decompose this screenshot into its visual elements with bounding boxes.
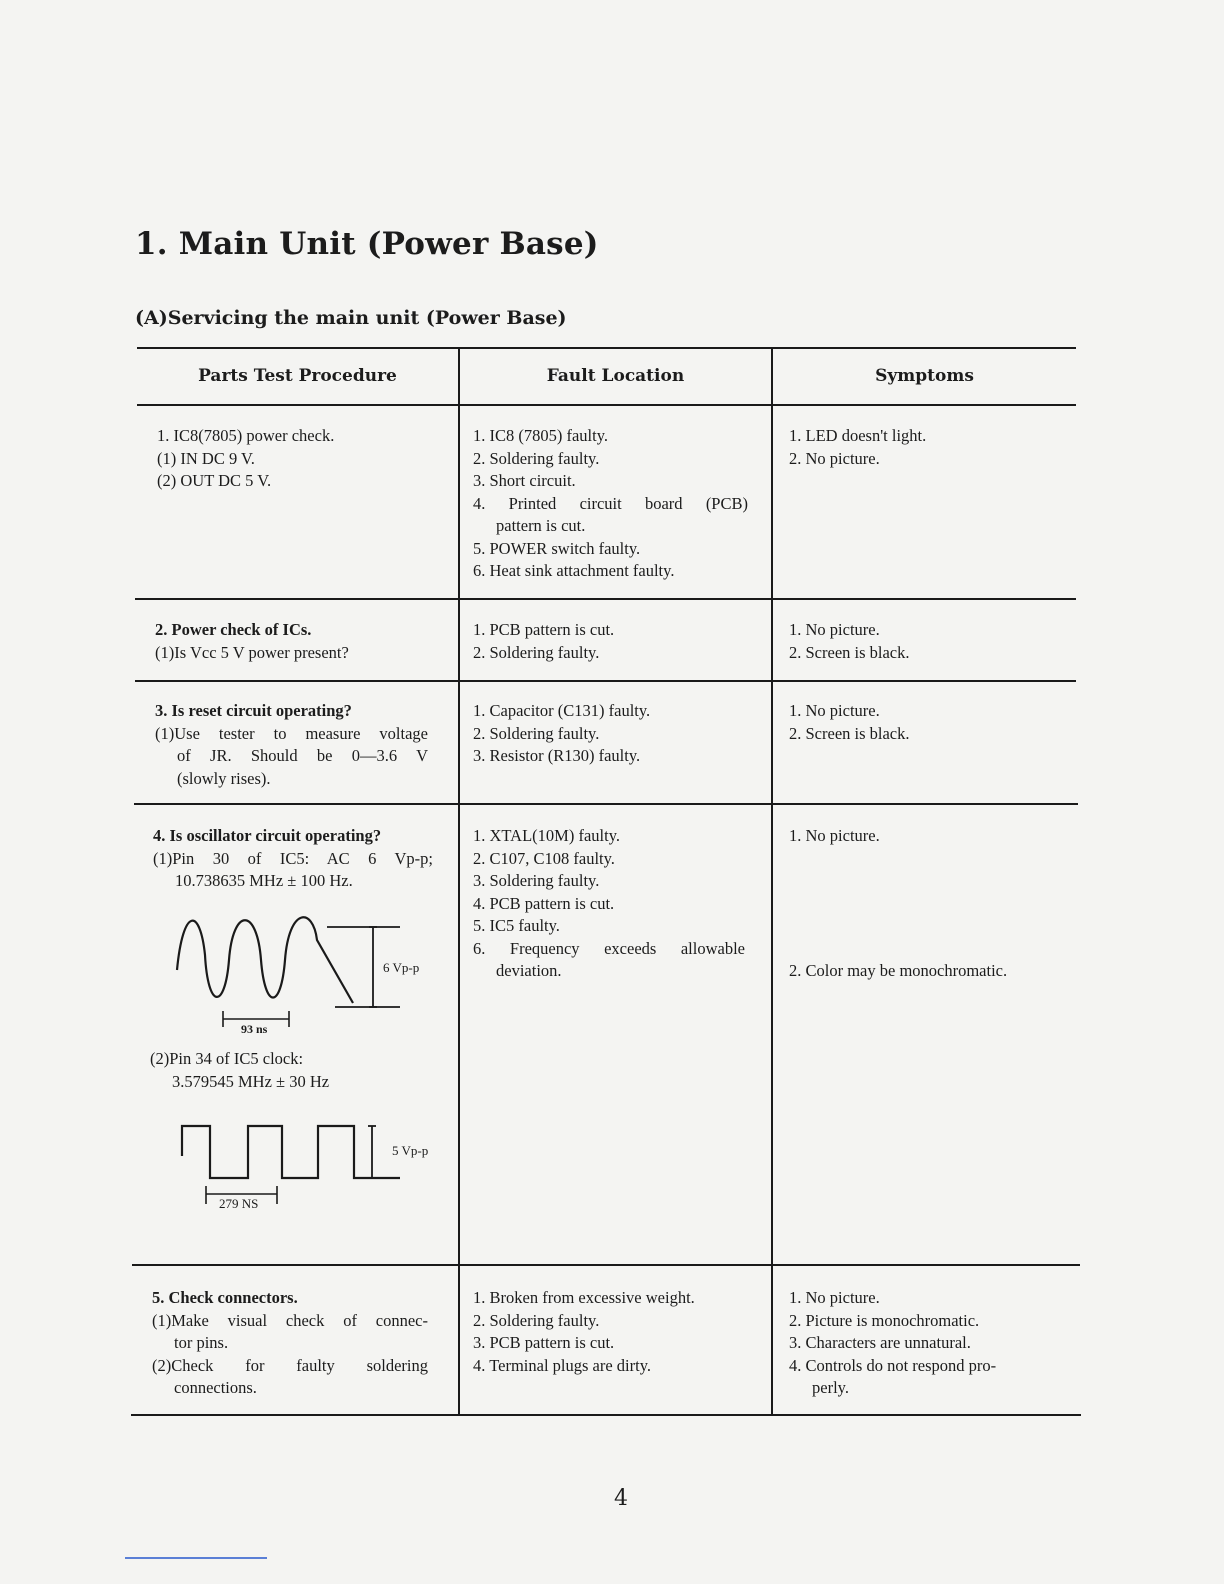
table-row-3-procedure: 3. Is reset circuit operating? (1)Use tester to measure voltage of JR. Should be 0—3.6 V (slowly rises). xyxy=(155,701,428,788)
table-row-3-fault: 1. Capacitor (C131) faulty. 2. Soldering faulty. 3. Resistor (R130) faulty. xyxy=(473,701,651,765)
header-symptoms: Symptoms xyxy=(875,366,974,386)
waveform2-amplitude-label: 5 Vp-p xyxy=(392,1143,429,1158)
header-rule xyxy=(137,404,1076,406)
header-procedure: Parts Test Procedure xyxy=(198,366,397,386)
scan-edge-mark xyxy=(125,1557,267,1559)
table-row-2-fault: 1. PCB pattern is cut. 2. Soldering faulty. xyxy=(473,620,615,662)
table-row-2-symptoms: 1. No picture. 2. Screen is black. xyxy=(789,620,910,662)
table-row-4-symptoms: 1. No picture. xyxy=(789,826,880,845)
table-bottom-rule xyxy=(131,1414,1081,1416)
table-row-4-symptoms-extra: 2. Color may be monochromatic. xyxy=(789,961,1008,980)
table-row-5-fault: 1. Broken from excessive weight. 2. Soldering faulty. 3. PCB pattern is cut. 4. Terminal plugs are dirty. xyxy=(473,1288,695,1375)
row-rule xyxy=(135,680,1076,682)
row-rule xyxy=(134,803,1078,805)
table-row-5-symptoms: 1. No picture. 2. Picture is monochromatic. 3. Characters are unnatural. 4. Controls do not respond pro- perly. xyxy=(789,1288,997,1397)
table-row-5-procedure: 5. Check connectors. (1)Make visual check of connec- tor pins. (2)Check for faulty soldering connections. xyxy=(152,1288,428,1397)
page-title: 1. Main Unit (Power Base) xyxy=(135,226,599,262)
header-fault: Fault Location xyxy=(546,366,685,386)
waveform1-amplitude-label: 6 Vp-p xyxy=(383,960,420,975)
table-row-4-procedure: 4. Is oscillator circuit operating? (1)Pin 30 of IC5: AC 6 Vp-p; 10.738635 MHz ± 100 Hz. xyxy=(153,826,433,890)
table-row-1-fault: 1. IC8 (7805) faulty. 2. Soldering faulty. 3. Short circuit. 4. Printed circuit board (PCB) pattern is cut. 5. POWER switch faulty. 6. Heat sink attachment faulty. xyxy=(473,426,748,580)
oscillator-waveform-diagram xyxy=(165,915,455,1040)
column-divider xyxy=(771,347,773,1415)
table-row-3-symptoms: 1. No picture. 2. Screen is black. xyxy=(789,701,910,743)
table-row-2-procedure: 2. Power check of ICs. (1)Is Vcc 5 V power present? xyxy=(155,620,349,662)
row-rule xyxy=(132,1264,1080,1266)
row-rule xyxy=(135,598,1076,600)
waveform1-period-label: 93 ns xyxy=(241,1022,268,1036)
table-row-1-procedure: 1. IC8(7805) power check. (1) IN DC 9 V. (2) OUT DC 5 V. xyxy=(157,426,335,490)
clock-waveform-diagram xyxy=(170,1118,460,1218)
page-number: 4 xyxy=(614,1486,628,1511)
table-row-4-procedure-clock: (2)Pin 34 of IC5 clock: 3.579545 MHz ± 30 Hz xyxy=(150,1049,330,1091)
section-subtitle: (A)Servicing the main unit (Power Base) xyxy=(135,307,567,329)
table-row-4-fault: 1. XTAL(10M) faulty. 2. C107, C108 faulty. 3. Soldering faulty. 4. PCB pattern is cut. 5. IC5 faulty. 6. Frequency exceeds allowable deviation. xyxy=(473,826,745,980)
waveform2-period-label: 279 NS xyxy=(219,1196,259,1211)
column-divider xyxy=(458,347,460,1415)
table-row-1-symptoms: 1. LED doesn't light. 2. No picture. xyxy=(789,426,927,468)
table-top-rule xyxy=(137,347,1076,349)
